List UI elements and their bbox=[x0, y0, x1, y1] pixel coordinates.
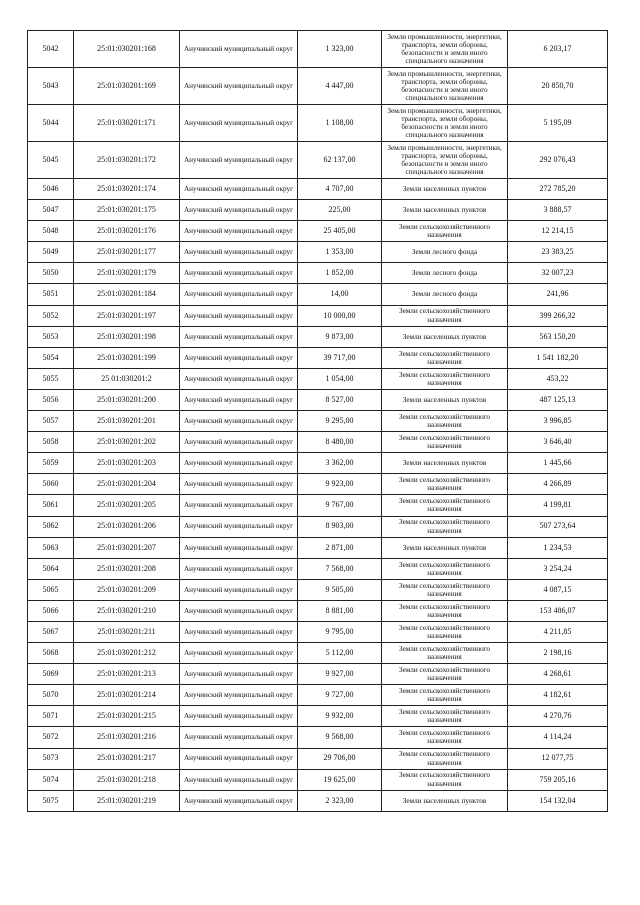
area-cell: 1 108,00 bbox=[298, 105, 382, 142]
table-row bbox=[28, 263, 608, 284]
land-category-cell: Земли сельскохозяйственного назначения bbox=[382, 368, 508, 389]
area-cell: 39 717,00 bbox=[298, 347, 382, 368]
land-category-cell: Земли сельскохозяйственного назначения bbox=[382, 432, 508, 453]
row-number-cell: 5064 bbox=[28, 558, 74, 579]
row-number-cell: 5061 bbox=[28, 495, 74, 516]
land-category-cell: Земли сельскохозяйственного назначения bbox=[382, 643, 508, 664]
table-row bbox=[28, 621, 608, 642]
cadastral-value-cell: 6 203,17 bbox=[508, 31, 608, 68]
municipality-cell: Анучинский муниципальный округ bbox=[180, 284, 298, 305]
row-number-cell: 5052 bbox=[28, 305, 74, 326]
cadastral-value-cell: 32 007,23 bbox=[508, 263, 608, 284]
land-category-cell: Земли сельскохозяйственного назначения bbox=[382, 221, 508, 242]
row-number-cell: 5070 bbox=[28, 685, 74, 706]
table-body bbox=[28, 31, 608, 812]
table-row bbox=[28, 368, 608, 389]
cadastral-value-cell: 20 850,70 bbox=[508, 68, 608, 105]
cadastral-number-cell: 25:01:030201:198 bbox=[74, 326, 180, 347]
table-row bbox=[28, 326, 608, 347]
land-category-cell: Земли сельскохозяйственного назначения bbox=[382, 347, 508, 368]
table-row bbox=[28, 495, 608, 516]
table-row bbox=[28, 664, 608, 685]
area-cell: 9 295,00 bbox=[298, 411, 382, 432]
table-row bbox=[28, 516, 608, 537]
area-cell: 19 625,00 bbox=[298, 769, 382, 790]
land-category-cell: Земли сельскохозяйственного назначения bbox=[382, 727, 508, 748]
cadastral-number-cell: 25:01:030201:214 bbox=[74, 685, 180, 706]
land-category-cell: Земли промышленности, энергетики, транспорта, земли обороны, безопасности и земли иного специального назначения bbox=[382, 105, 508, 142]
cadastral-value-cell: 23 383,25 bbox=[508, 242, 608, 263]
area-cell: 25 405,00 bbox=[298, 221, 382, 242]
cadastral-number-cell: 25:01:030201:215 bbox=[74, 706, 180, 727]
municipality-cell: Анучинский муниципальный округ bbox=[180, 516, 298, 537]
cadastral-number-cell: 25:01:030201:201 bbox=[74, 411, 180, 432]
land-category-cell: Земли сельскохозяйственного назначения bbox=[382, 706, 508, 727]
area-cell: 9 568,00 bbox=[298, 727, 382, 748]
area-cell: 9 873,00 bbox=[298, 326, 382, 347]
table-row bbox=[28, 305, 608, 326]
row-number-cell: 5050 bbox=[28, 263, 74, 284]
cadastral-value-cell: 4 114,24 bbox=[508, 727, 608, 748]
area-cell: 9 727,00 bbox=[298, 685, 382, 706]
cadastral-value-cell: 153 486,07 bbox=[508, 600, 608, 621]
area-cell: 2 871,00 bbox=[298, 537, 382, 558]
land-category-cell: Земли промышленности, энергетики, транспорта, земли обороны, безопасности и земли иного специального назначения bbox=[382, 142, 508, 179]
area-cell: 29 706,00 bbox=[298, 748, 382, 769]
municipality-cell: Анучинский муниципальный округ bbox=[180, 389, 298, 410]
cadastral-value-cell: 1 234,53 bbox=[508, 537, 608, 558]
cadastral-value-cell: 4 266,89 bbox=[508, 474, 608, 495]
cadastral-number-cell: 25:01:030201:202 bbox=[74, 432, 180, 453]
area-cell: 9 505,00 bbox=[298, 579, 382, 600]
cadastral-number-cell: 25:01:030201:176 bbox=[74, 221, 180, 242]
area-cell: 1 054,00 bbox=[298, 368, 382, 389]
table-row bbox=[28, 558, 608, 579]
cadastral-number-cell: 25:01:030201:211 bbox=[74, 621, 180, 642]
cadastral-number-cell: 25:01:030201:216 bbox=[74, 727, 180, 748]
cadastral-value-cell: 4 211,85 bbox=[508, 621, 608, 642]
municipality-cell: Анучинский муниципальный округ bbox=[180, 600, 298, 621]
area-cell: 4 707,00 bbox=[298, 179, 382, 200]
table-row bbox=[28, 600, 608, 621]
area-cell: 4 447,00 bbox=[298, 68, 382, 105]
cadastral-number-cell: 25 01:030201:2 bbox=[74, 368, 180, 389]
municipality-cell: Анучинский муниципальный округ bbox=[180, 643, 298, 664]
table-row bbox=[28, 706, 608, 727]
table-row bbox=[28, 221, 608, 242]
row-number-cell: 5048 bbox=[28, 221, 74, 242]
table-row bbox=[28, 200, 608, 221]
cadastral-value-cell: 2 198,16 bbox=[508, 643, 608, 664]
cadastral-value-cell: 272 785,20 bbox=[508, 179, 608, 200]
cadastral-number-cell: 25:01:030201:207 bbox=[74, 537, 180, 558]
cadastral-value-cell: 241,96 bbox=[508, 284, 608, 305]
row-number-cell: 5073 bbox=[28, 748, 74, 769]
municipality-cell: Анучинский муниципальный округ bbox=[180, 31, 298, 68]
row-number-cell: 5051 bbox=[28, 284, 74, 305]
area-cell: 5 112,00 bbox=[298, 643, 382, 664]
cadastral-number-cell: 25:01:030201:209 bbox=[74, 579, 180, 600]
table-row bbox=[28, 284, 608, 305]
municipality-cell: Анучинский муниципальный округ bbox=[180, 579, 298, 600]
row-number-cell: 5042 bbox=[28, 31, 74, 68]
area-cell: 225,00 bbox=[298, 200, 382, 221]
area-cell: 7 568,00 bbox=[298, 558, 382, 579]
municipality-cell: Анучинский муниципальный округ bbox=[180, 347, 298, 368]
land-category-cell: Земли населенных пунктов bbox=[382, 326, 508, 347]
row-number-cell: 5066 bbox=[28, 600, 74, 621]
cadastral-value-cell: 1 541 182,20 bbox=[508, 347, 608, 368]
row-number-cell: 5054 bbox=[28, 347, 74, 368]
table-row bbox=[28, 105, 608, 142]
cadastral-number-cell: 25:01:030201:204 bbox=[74, 474, 180, 495]
cadastral-value-cell: 453,22 bbox=[508, 368, 608, 389]
land-category-cell: Земли сельскохозяйственного назначения bbox=[382, 621, 508, 642]
cadastral-number-cell: 25:01:030201:175 bbox=[74, 200, 180, 221]
land-category-cell: Земли населенных пунктов bbox=[382, 537, 508, 558]
cadastral-value-cell: 4 268,61 bbox=[508, 664, 608, 685]
municipality-cell: Анучинский муниципальный округ bbox=[180, 790, 298, 811]
land-category-cell: Земли лесного фонда bbox=[382, 263, 508, 284]
cadastral-value-cell: 4 270,76 bbox=[508, 706, 608, 727]
area-cell: 8 527,00 bbox=[298, 389, 382, 410]
municipality-cell: Анучинский муниципальный округ bbox=[180, 621, 298, 642]
cadastral-value-cell: 4 182,61 bbox=[508, 685, 608, 706]
land-category-cell: Земли лесного фонда bbox=[382, 284, 508, 305]
area-cell: 9 767,00 bbox=[298, 495, 382, 516]
area-cell: 9 927,00 bbox=[298, 664, 382, 685]
table-row bbox=[28, 643, 608, 664]
table-row bbox=[28, 68, 608, 105]
municipality-cell: Анучинский муниципальный округ bbox=[180, 221, 298, 242]
land-category-cell: Земли сельскохозяйственного назначения bbox=[382, 495, 508, 516]
area-cell: 62 137,00 bbox=[298, 142, 382, 179]
table-row bbox=[28, 769, 608, 790]
table-row bbox=[28, 727, 608, 748]
cadastral-number-cell: 25:01:030201:212 bbox=[74, 643, 180, 664]
municipality-cell: Анучинский муниципальный округ bbox=[180, 68, 298, 105]
row-number-cell: 5044 bbox=[28, 105, 74, 142]
land-category-cell: Земли населенных пунктов bbox=[382, 179, 508, 200]
land-category-cell: Земли сельскохозяйственного назначения bbox=[382, 558, 508, 579]
municipality-cell: Анучинский муниципальный округ bbox=[180, 200, 298, 221]
municipality-cell: Анучинский муниципальный округ bbox=[180, 142, 298, 179]
cadastral-value-cell: 292 076,43 bbox=[508, 142, 608, 179]
municipality-cell: Анучинский муниципальный округ bbox=[180, 453, 298, 474]
cadastral-number-cell: 25:01:030201:177 bbox=[74, 242, 180, 263]
cadastral-value-cell: 5 195,09 bbox=[508, 105, 608, 142]
cadastral-value-cell: 507 273,64 bbox=[508, 516, 608, 537]
cadastral-number-cell: 25:01:030201:174 bbox=[74, 179, 180, 200]
row-number-cell: 5072 bbox=[28, 727, 74, 748]
area-cell: 8 480,00 bbox=[298, 432, 382, 453]
area-cell: 10 000,00 bbox=[298, 305, 382, 326]
municipality-cell: Анучинский муниципальный округ bbox=[180, 727, 298, 748]
area-cell: 1 353,00 bbox=[298, 242, 382, 263]
cadastral-value-cell: 399 266,32 bbox=[508, 305, 608, 326]
table-row bbox=[28, 142, 608, 179]
row-number-cell: 5043 bbox=[28, 68, 74, 105]
cadastral-number-cell: 25:01:030201:169 bbox=[74, 68, 180, 105]
cadastral-number-cell: 25:01:030201:171 bbox=[74, 105, 180, 142]
row-number-cell: 5075 bbox=[28, 790, 74, 811]
table-row bbox=[28, 453, 608, 474]
land-category-cell: Земли сельскохозяйственного назначения bbox=[382, 600, 508, 621]
cadastral-number-cell: 25:01:030201:179 bbox=[74, 263, 180, 284]
row-number-cell: 5047 bbox=[28, 200, 74, 221]
cadastral-value-cell: 3 646,40 bbox=[508, 432, 608, 453]
table-row bbox=[28, 537, 608, 558]
row-number-cell: 5058 bbox=[28, 432, 74, 453]
land-plots-table bbox=[27, 30, 608, 812]
land-category-cell: Земли сельскохозяйственного назначения bbox=[382, 474, 508, 495]
municipality-cell: Анучинский муниципальный округ bbox=[180, 411, 298, 432]
row-number-cell: 5049 bbox=[28, 242, 74, 263]
municipality-cell: Анучинский муниципальный округ bbox=[180, 368, 298, 389]
municipality-cell: Анучинский муниципальный округ bbox=[180, 326, 298, 347]
land-category-cell: Земли сельскохозяйственного назначения bbox=[382, 411, 508, 432]
row-number-cell: 5059 bbox=[28, 453, 74, 474]
cadastral-value-cell: 3 254,24 bbox=[508, 558, 608, 579]
row-number-cell: 5055 bbox=[28, 368, 74, 389]
municipality-cell: Анучинский муниципальный округ bbox=[180, 242, 298, 263]
table-row bbox=[28, 389, 608, 410]
cadastral-number-cell: 25:01:030201:199 bbox=[74, 347, 180, 368]
municipality-cell: Анучинский муниципальный округ bbox=[180, 537, 298, 558]
area-cell: 14,00 bbox=[298, 284, 382, 305]
cadastral-value-cell: 12 077,75 bbox=[508, 748, 608, 769]
municipality-cell: Анучинский муниципальный округ bbox=[180, 305, 298, 326]
cadastral-number-cell: 25:01:030201:203 bbox=[74, 453, 180, 474]
municipality-cell: Анучинский муниципальный округ bbox=[180, 432, 298, 453]
land-category-cell: Земли населенных пунктов bbox=[382, 790, 508, 811]
table-row bbox=[28, 347, 608, 368]
land-category-cell: Земли сельскохозяйственного назначения bbox=[382, 769, 508, 790]
cadastral-value-cell: 154 132,04 bbox=[508, 790, 608, 811]
cadastral-number-cell: 25:01:030201:210 bbox=[74, 600, 180, 621]
area-cell: 8 881,00 bbox=[298, 600, 382, 621]
cadastral-value-cell: 4 199,81 bbox=[508, 495, 608, 516]
area-cell: 3 362,00 bbox=[298, 453, 382, 474]
row-number-cell: 5069 bbox=[28, 664, 74, 685]
table-row bbox=[28, 411, 608, 432]
area-cell: 9 932,00 bbox=[298, 706, 382, 727]
row-number-cell: 5053 bbox=[28, 326, 74, 347]
cadastral-number-cell: 25:01:030201:219 bbox=[74, 790, 180, 811]
area-cell: 9 923,00 bbox=[298, 474, 382, 495]
cadastral-number-cell: 25:01:030201:213 bbox=[74, 664, 180, 685]
row-number-cell: 5045 bbox=[28, 142, 74, 179]
row-number-cell: 5062 bbox=[28, 516, 74, 537]
municipality-cell: Анучинский муниципальный округ bbox=[180, 263, 298, 284]
document-page bbox=[27, 30, 607, 812]
cadastral-number-cell: 25:01:030201:206 bbox=[74, 516, 180, 537]
area-cell: 1 852,00 bbox=[298, 263, 382, 284]
row-number-cell: 5056 bbox=[28, 389, 74, 410]
land-category-cell: Земли лесного фонда bbox=[382, 242, 508, 263]
area-cell: 2 323,00 bbox=[298, 790, 382, 811]
cadastral-number-cell: 25:01:030201:172 bbox=[74, 142, 180, 179]
cadastral-number-cell: 25:01:030201:218 bbox=[74, 769, 180, 790]
cadastral-number-cell: 25:01:030201:184 bbox=[74, 284, 180, 305]
cadastral-number-cell: 25:01:030201:208 bbox=[74, 558, 180, 579]
land-category-cell: Земли промышленности, энергетики, транспорта, земли обороны, безопасности и земли иного специального назначения bbox=[382, 31, 508, 68]
cadastral-value-cell: 3 888,57 bbox=[508, 200, 608, 221]
cadastral-value-cell: 1 445,66 bbox=[508, 453, 608, 474]
cadastral-number-cell: 25:01:030201:205 bbox=[74, 495, 180, 516]
land-category-cell: Земли сельскохозяйственного назначения bbox=[382, 579, 508, 600]
cadastral-number-cell: 25:01:030201:200 bbox=[74, 389, 180, 410]
land-category-cell: Земли населенных пунктов bbox=[382, 389, 508, 410]
table-row bbox=[28, 474, 608, 495]
municipality-cell: Анучинский муниципальный округ bbox=[180, 495, 298, 516]
municipality-cell: Анучинский муниципальный округ bbox=[180, 769, 298, 790]
table-row bbox=[28, 579, 608, 600]
municipality-cell: Анучинский муниципальный округ bbox=[180, 105, 298, 142]
land-category-cell: Земли сельскохозяйственного назначения bbox=[382, 664, 508, 685]
land-category-cell: Земли населенных пунктов bbox=[382, 453, 508, 474]
land-category-cell: Земли сельскохозяйственного назначения bbox=[382, 305, 508, 326]
table-row bbox=[28, 242, 608, 263]
area-cell: 8 903,00 bbox=[298, 516, 382, 537]
row-number-cell: 5068 bbox=[28, 643, 74, 664]
municipality-cell: Анучинский муниципальный округ bbox=[180, 474, 298, 495]
table-row bbox=[28, 179, 608, 200]
land-category-cell: Земли сельскохозяйственного назначения bbox=[382, 748, 508, 769]
land-category-cell: Земли населенных пунктов bbox=[382, 200, 508, 221]
municipality-cell: Анучинский муниципальный округ bbox=[180, 664, 298, 685]
table-row bbox=[28, 748, 608, 769]
row-number-cell: 5074 bbox=[28, 769, 74, 790]
cadastral-number-cell: 25:01:030201:197 bbox=[74, 305, 180, 326]
area-cell: 9 795,00 bbox=[298, 621, 382, 642]
municipality-cell: Анучинский муниципальный округ bbox=[180, 685, 298, 706]
municipality-cell: Анучинский муниципальный округ bbox=[180, 558, 298, 579]
cadastral-number-cell: 25:01:030201:168 bbox=[74, 31, 180, 68]
municipality-cell: Анучинский муниципальный округ bbox=[180, 179, 298, 200]
cadastral-value-cell: 759 205,16 bbox=[508, 769, 608, 790]
land-category-cell: Земли сельскохозяйственного назначения bbox=[382, 685, 508, 706]
municipality-cell: Анучинский муниципальный округ bbox=[180, 706, 298, 727]
row-number-cell: 5060 bbox=[28, 474, 74, 495]
cadastral-value-cell: 487 125,13 bbox=[508, 389, 608, 410]
land-category-cell: Земли промышленности, энергетики, транспорта, земли обороны, безопасности и земли иного специального назначения bbox=[382, 68, 508, 105]
row-number-cell: 5057 bbox=[28, 411, 74, 432]
table-row bbox=[28, 790, 608, 811]
cadastral-value-cell: 563 150,20 bbox=[508, 326, 608, 347]
table-row bbox=[28, 31, 608, 68]
cadastral-value-cell: 4 087,15 bbox=[508, 579, 608, 600]
municipality-cell: Анучинский муниципальный округ bbox=[180, 748, 298, 769]
row-number-cell: 5046 bbox=[28, 179, 74, 200]
row-number-cell: 5071 bbox=[28, 706, 74, 727]
table-row bbox=[28, 685, 608, 706]
cadastral-number-cell: 25:01:030201:217 bbox=[74, 748, 180, 769]
area-cell: 1 323,00 bbox=[298, 31, 382, 68]
cadastral-value-cell: 3 996,85 bbox=[508, 411, 608, 432]
land-category-cell: Земли сельскохозяйственного назначения bbox=[382, 516, 508, 537]
row-number-cell: 5063 bbox=[28, 537, 74, 558]
row-number-cell: 5065 bbox=[28, 579, 74, 600]
table-row bbox=[28, 432, 608, 453]
cadastral-value-cell: 12 214,15 bbox=[508, 221, 608, 242]
row-number-cell: 5067 bbox=[28, 621, 74, 642]
